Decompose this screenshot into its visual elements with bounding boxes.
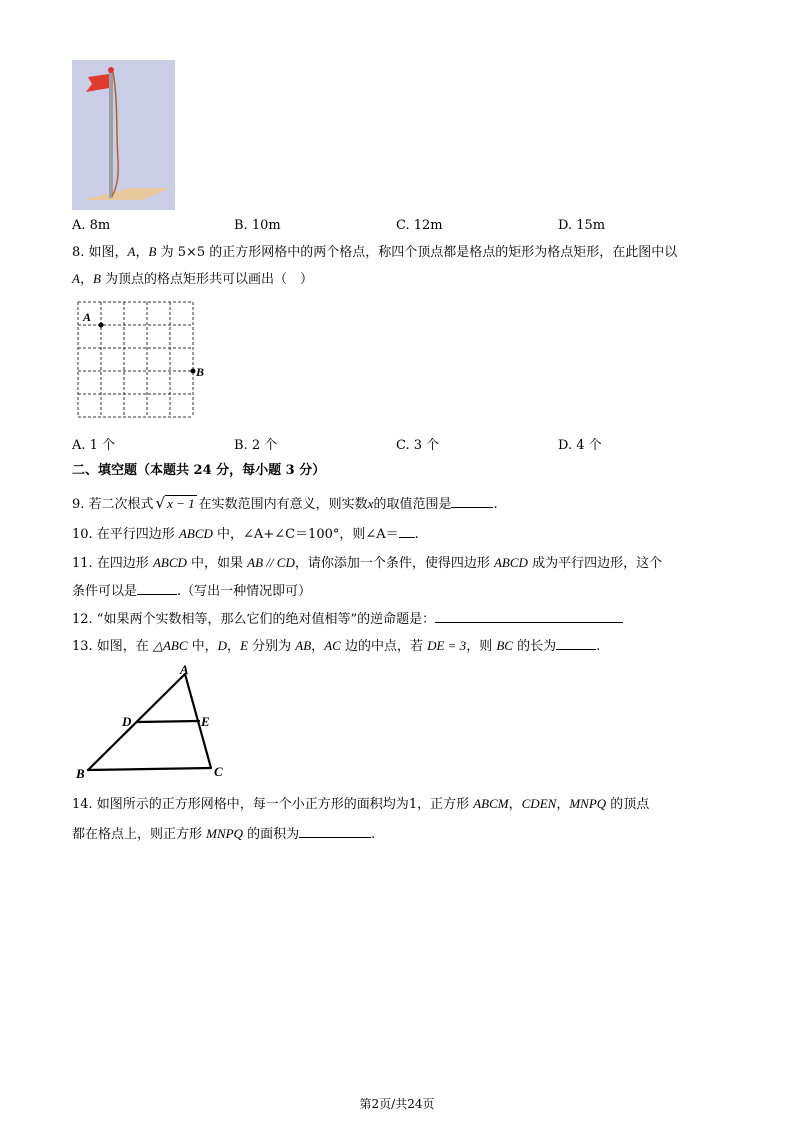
q8-option-b: B. 2 个 [234,438,278,453]
q11-answer-blank[interactable] [137,582,177,595]
q9-line: 9. 若二次根式 √ x − 1 在实数范围内有意义，则实数x的取值范围是 . [72,494,498,512]
q13-answer-blank[interactable] [556,637,596,650]
sqrt-expression: √ x − 1 [155,494,195,512]
q10-answer-blank[interactable] [399,525,415,538]
q7-option-d: D. 15m [558,218,606,233]
page-number: 第2页/共24页 [359,1097,435,1111]
q7-option-b: B. 10m [234,218,281,233]
vertex-c-label: C [214,764,223,779]
q8-option-d: D. 4 个 [558,438,602,453]
point-d-label: D [122,714,132,729]
triangle-abc [72,662,242,784]
point-a [99,323,104,328]
section-title: 二、填空题（本题共 24 分，每小题 3 分） [72,463,326,478]
q14-line1: 14. 如图所示的正方形网格中，每一个小正方形的面积均为1，正方形 ABCM，CDEN，MNPQ 的顶点 [72,796,650,812]
q14-answer-blank[interactable] [299,825,371,838]
q13-triangle-figure [72,662,242,784]
q8-line1: 8. 如图，A，B 为 5×5 的正方形网格中的两个格点，称四个顶点都是格点的矩形为格点矩形，在此图中以 [72,244,678,260]
q13-line: 13. 如图，在 △ABC 中，D，E 分别为 AB，AC 边的中点，若 DE = 3，则 BC 的长为 . [72,638,601,654]
q8-option-c: C. 3 个 [396,438,440,453]
q7-option-a: A. 8m [72,218,111,233]
q8-option-a: A. 1 个 [72,438,116,453]
point-b [191,369,196,374]
q12-answer-blank[interactable] [435,610,623,623]
flagpole-figure [72,60,175,210]
q11-line2: 条件可以是 .（写出一种情况即可） [72,584,312,599]
q8-line2: A，B 为顶点的格点矩形共可以画出（ ） [72,271,314,287]
flagpole-illustration [72,60,175,210]
q12-line: 12. “如果两个实数相等，那么它们的绝对值相等”的逆命题是： [72,610,623,629]
q11-line1: 11. 在四边形 ABCD 中，如果 AB // CD，请你添加一个条件，使得四边形 ABCD 成为平行四边形，这个 [72,555,663,571]
grid-label-a: A [83,310,92,324]
vertex-b-label: B [76,766,85,781]
point-e-label: E [201,714,210,729]
q14-line2: 都在格点上，则正方形 MNPQ 的面积为 . [72,826,376,842]
q9-answer-blank[interactable] [451,495,493,508]
grid-label-b: B [196,365,205,379]
q10-line: 10. 在平行四边形 ABCD 中，∠A+∠C＝100°，则∠A＝ . [72,526,419,542]
dashed-grid [72,298,212,422]
vertex-a-label: A [180,662,189,677]
q8-grid-figure [72,298,212,422]
q7-option-c: C. 12m [396,218,443,233]
